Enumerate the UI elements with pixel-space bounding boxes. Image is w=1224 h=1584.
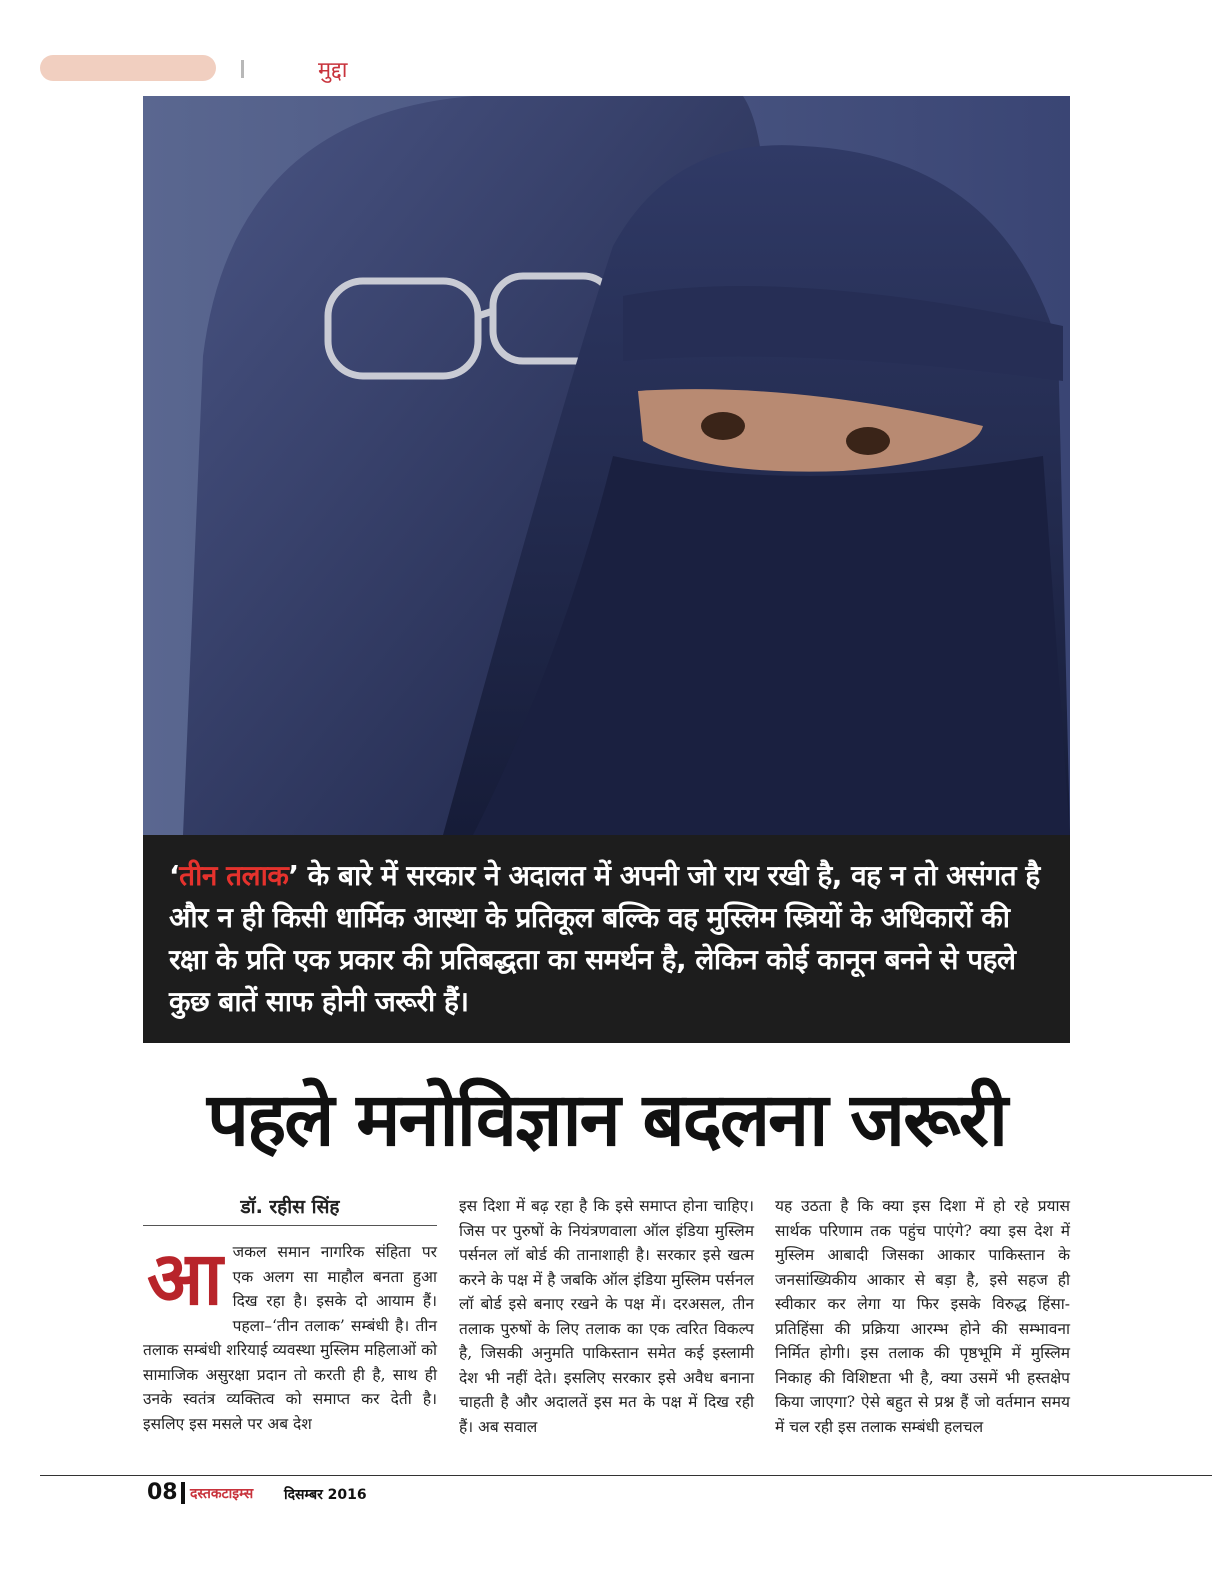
column-3-text: यह उठता है कि क्या इस दिशा में हो रहे प्रयास सार्थक परिणाम तक पहुंच पाएंगे? क्या इस देश में मुस्लिम आबादी जिसका आकार पाकिस्तान के जनसांख्यिकीय आकार से बड़ा है, इसे सहज ही स्वीकार कर लेगा या फिर इसके विरुद्ध हिंसा-प्रतिहिंसा की प्रक्रिया आरम्भ होने की सम्भावना निर्मित होगी। इस तलाक की पृष्ठभूमि में मुस्लिम निकाह की विशिष्टता भी है, क्या उसमें भी हस्तक्षेप किया जाएगा? ऐसे बहुत से प्रश्न हैं जो वर्तमान समय में चल रही इस तलाक सम्बंधी हलचल <box>775 1197 1070 1436</box>
magazine-logo: दस्तकटाइम्स <box>190 1486 254 1502</box>
pull-quote-box <box>143 835 1070 1043</box>
article-headline: पहले मनोविज्ञान बदलना जरूरी <box>206 1077 1007 1163</box>
footer-rule <box>40 1475 1212 1476</box>
section-divider <box>241 60 244 78</box>
column-1-text: जकल समान नागरिक संहिता पर एक अलग सा माहौल बनता हुआ दिख रहा है। इसके दो आयाम हैं। पहला–‘तीन तलाक’ सम्बंधी है। तीन तलाक सम्बंधी शरियाई व्यवस्था मुस्लिम महिलाओं को सामाजिक असुरक्षा प्रदान तो करती ही है, साथ ही उनके स्वतंत्र व्यक्तित्व को समाप्त कर देती है। इसलिए इस मसले पर अब देश <box>143 1243 437 1433</box>
article-column-1 <box>143 1236 437 1436</box>
issue-date: दिसम्बर 2016 <box>284 1487 367 1503</box>
author-byline: डॉ. रहीस सिंह <box>143 1193 437 1226</box>
footer-divider <box>181 1482 185 1504</box>
article-column-2 <box>459 1194 754 1439</box>
lead-photo <box>143 96 1070 835</box>
pull-quote-highlight: तीन तलाक <box>179 859 289 892</box>
pull-quote-text: ‘तीन तलाक’ के बारे में सरकार ने अदालत में अपनी जो राय रखी है, वह न तो असंगत है और न ही किसी धार्मिक आस्था के प्रतिकूल बल्कि वह मुस्लिम स्त्रियों के अधिकारों की रक्षा के प्रति एक प्रकार की प्रतिबद्धता का समर्थन है, लेकिन कोई कानून बनने से पहले कुछ बातें साफ होनी जरूरी हैं। <box>169 859 1040 1018</box>
page-number: 08 <box>147 1480 178 1505</box>
section-label: मुद्दा <box>318 58 348 83</box>
column-2-text: इस दिशा में बढ़ रहा है कि इसे समाप्त होना चाहिए। जिस पर पुरुषों के नियंत्रणवाला ऑल इंडिया मुस्लिम पर्सनल लॉ बोर्ड की तानाशाही है। सरकार इसे खत्म करने के पक्ष में है जबकि ऑल इंडिया मुस्लिम पर्सनल लॉ बोर्ड इसे बनाए रखने के पक्ष में। दरअसल, तीन तलाक पुरुषों के लिए तलाक का एक त्वरित विकल्प है, जिसकी अनुमति पाकिस्तान समेत कई इस्लामी देश भी नहीं देते। इसलिए सरकार इसे अवैध बनाना चाहती है और अदालतें इस मत के पक्ष में दिख रही हैं। अब सवाल <box>459 1197 754 1436</box>
section-tab-pill <box>40 55 216 81</box>
article-column-3 <box>775 1194 1070 1439</box>
drop-cap: आ <box>147 1236 223 1322</box>
